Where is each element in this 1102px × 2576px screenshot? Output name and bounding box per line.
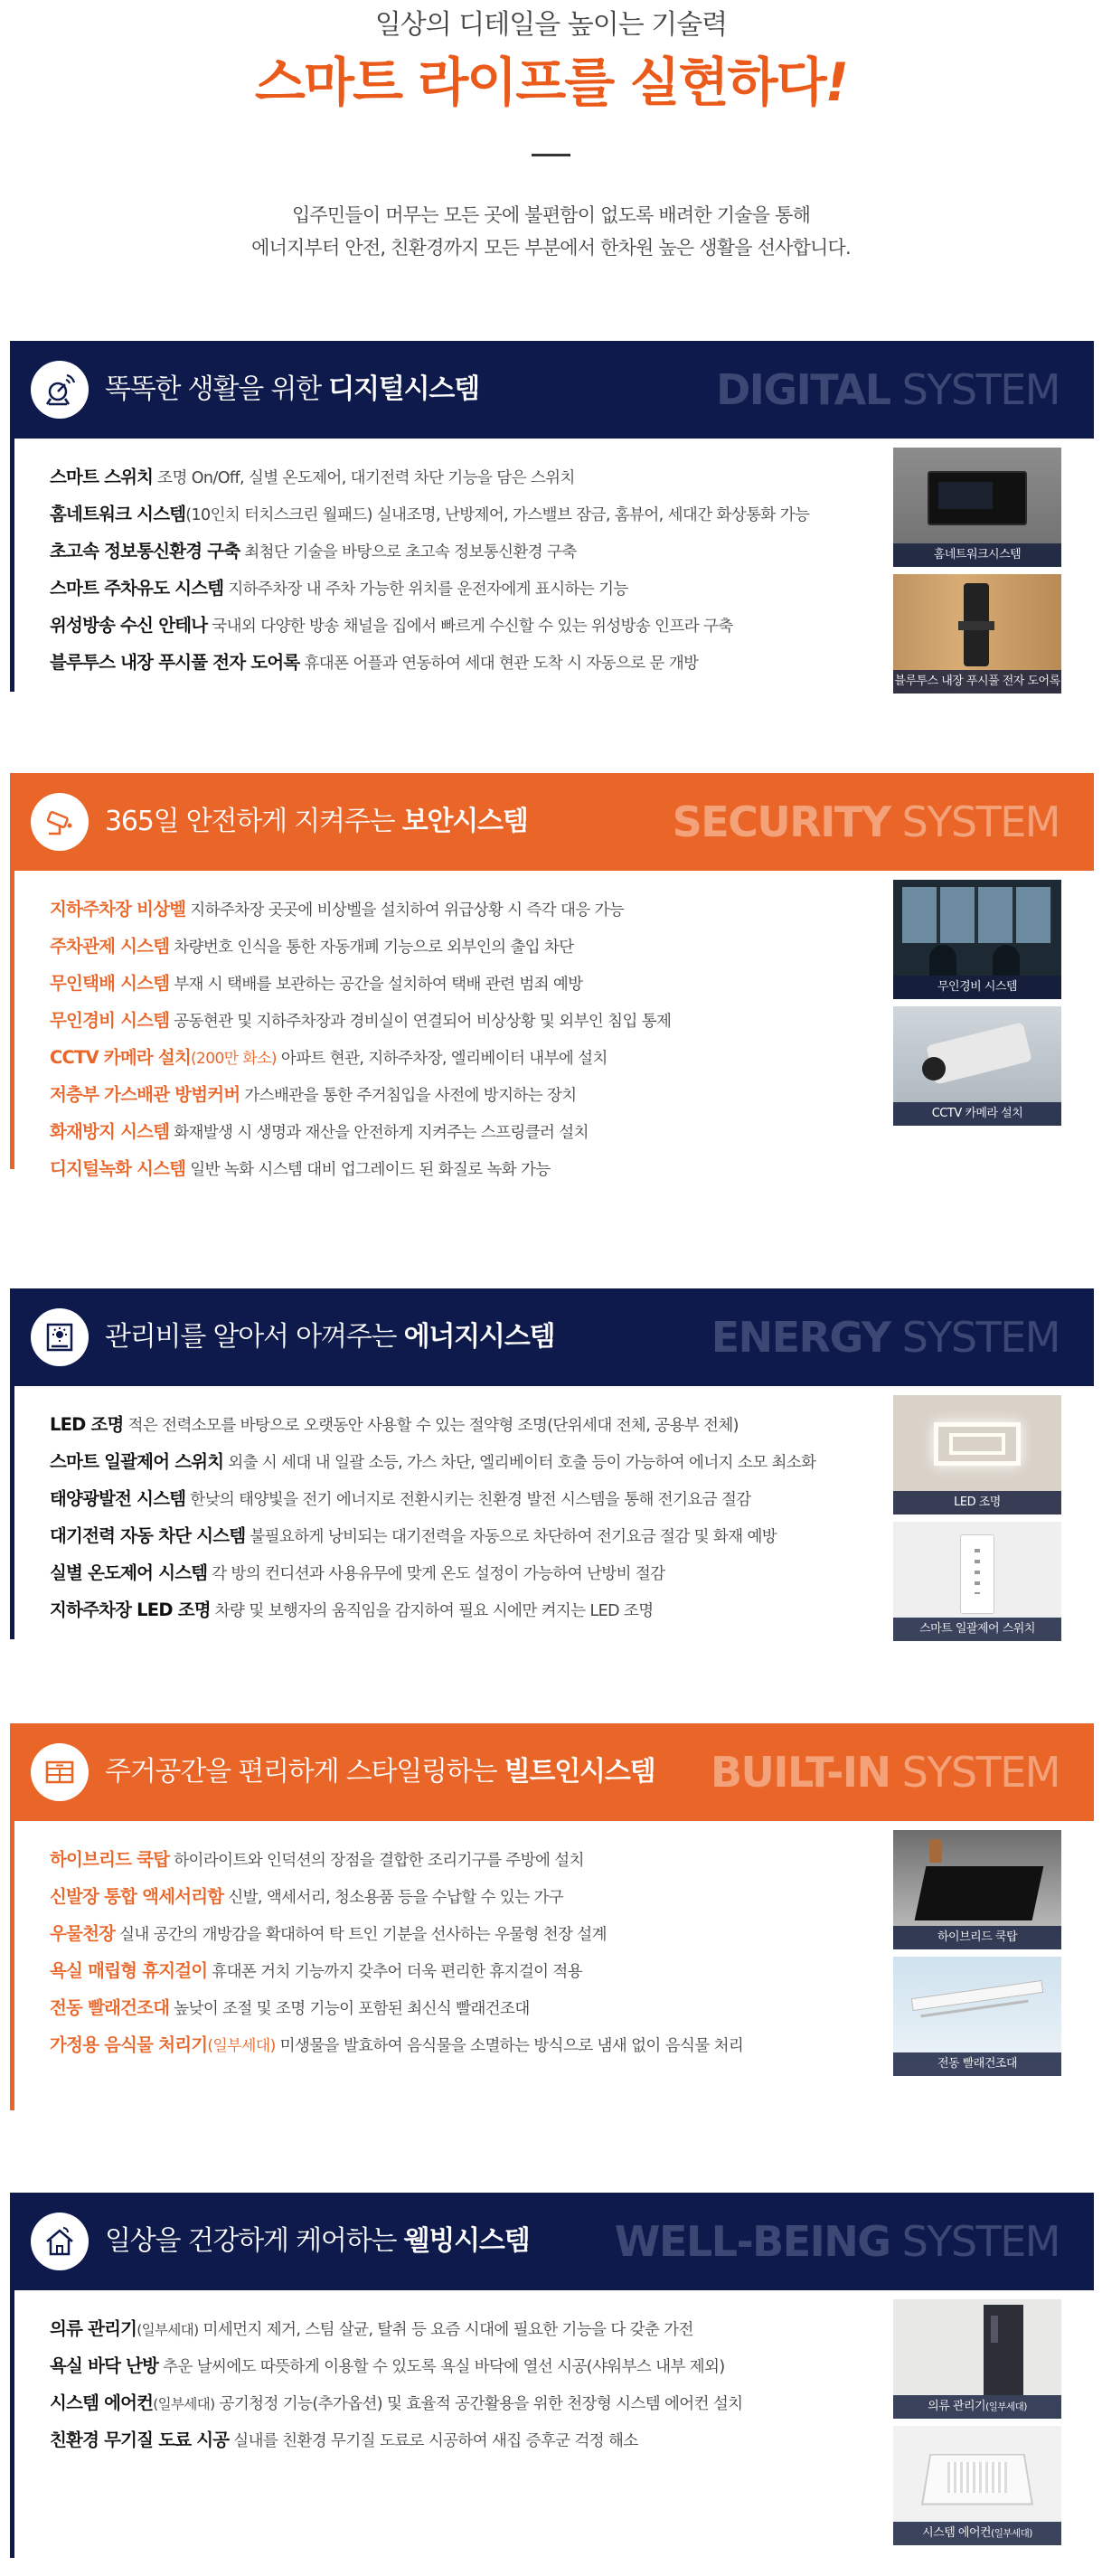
feature-name: 우물천장 xyxy=(50,1923,116,1944)
feature-photo-aircon xyxy=(893,2426,1061,2545)
feature-description: 가스배관을 통한 주거침입을 사전에 방지하는 장치 xyxy=(240,1087,577,1105)
photo-caption-text: 의류 관리기 xyxy=(928,2400,986,2413)
feature-item xyxy=(50,458,881,495)
feature-description: 외출 시 세대 내 일괄 소등, 가스 차단, 엘리베이터 호출 등이 가능하여 에너지 소모 최소화 xyxy=(223,1454,816,1472)
section-title xyxy=(105,1723,655,1821)
feature-item xyxy=(50,1150,881,1187)
section-english-bold: SECURITY xyxy=(672,797,890,846)
feature-name: 스마트 스위치 xyxy=(50,467,154,487)
section-body xyxy=(10,1821,1094,2128)
feature-description: 일반 녹화 시스템 대비 업그레이드 된 화질로 녹화 가능 xyxy=(185,1161,551,1179)
section-body xyxy=(10,1386,1094,1657)
section-english-title xyxy=(711,1723,1060,1821)
feature-item xyxy=(50,1443,881,1480)
feature-name: 저층부 가스배관 방범커버 xyxy=(50,1084,240,1105)
section-english-title xyxy=(716,341,1060,439)
feature-description: 하이라이트와 인덕션의 장점을 결합한 조리기구를 주방에 설치 xyxy=(169,1852,584,1870)
feature-item xyxy=(50,965,881,1002)
section-header xyxy=(10,773,1094,871)
feature-description: 높낮이 조절 및 조명 기능이 포함된 최신식 빨래건조대 xyxy=(169,2000,530,2018)
feature-item xyxy=(50,1952,881,1989)
section-english-bold: BUILT-IN xyxy=(710,1748,890,1797)
section-title-bold: 웰빙시스템 xyxy=(403,2225,530,2257)
section-title xyxy=(105,773,528,871)
feature-list xyxy=(50,1841,881,2063)
feature-item xyxy=(50,570,881,607)
feature-description: 차량번호 인식을 통한 자동개폐 기능으로 외부인의 출입 차단 xyxy=(169,939,574,957)
feature-item xyxy=(50,495,881,533)
section-english-light: SYSTEM xyxy=(890,1748,1060,1797)
feature-note: (200만 화소) xyxy=(190,1050,277,1068)
section-accent-bar xyxy=(10,871,14,1169)
feature-description: 불필요하게 낭비되는 대기전력을 자동으로 차단하여 전기요금 절감 및 화재 예방 xyxy=(245,1528,777,1546)
feature-item xyxy=(50,2421,881,2458)
feature-name: 신발장 통합 액세서리함 xyxy=(50,1886,224,1907)
feature-note: (일부세대) xyxy=(207,2037,276,2055)
feature-photo-doorlock xyxy=(893,574,1061,694)
feature-name: CCTV 카메라 설치 xyxy=(50,1047,191,1068)
feature-thumbnails xyxy=(893,448,1061,701)
feature-list xyxy=(50,2310,881,2458)
section-english-title xyxy=(711,1288,1060,1386)
feature-photo-monitoring xyxy=(893,880,1061,999)
section-title xyxy=(105,341,479,439)
section-title-pre: 똑똑한 생활을 위한 xyxy=(105,373,329,405)
section-body xyxy=(10,2290,1094,2576)
section-title-bold: 보안시스템 xyxy=(401,806,528,837)
feature-description: 최첨단 기술을 바탕으로 초고속 정보통신환경 구축 xyxy=(240,543,577,561)
photo-caption xyxy=(893,1618,1061,1641)
section-title-bold: 디지털시스템 xyxy=(328,373,479,405)
cabinet-icon xyxy=(31,1743,89,1801)
feature-thumbnails xyxy=(893,1395,1061,1648)
feature-description: 휴대폰 거치 기능까지 갖추어 더욱 편리한 휴지걸이 적용 xyxy=(207,1963,583,1981)
feature-item xyxy=(50,1002,881,1039)
feature-description: 휴대폰 어플과 연동하여 세대 현관 도착 시 자동으로 문 개방 xyxy=(299,655,699,673)
feature-thumbnails xyxy=(893,2299,1061,2552)
feature-item xyxy=(50,1480,881,1517)
feature-description: 적은 전력소모를 바탕으로 오랫동안 사용할 수 있는 절약형 조명(단위세대 전체, 공용부 전체) xyxy=(123,1417,739,1435)
feature-list xyxy=(50,891,881,1187)
feature-name: 가정용 음식물 처리기 xyxy=(50,2034,208,2055)
photo-caption-note: (일부세대) xyxy=(991,2528,1032,2539)
feature-name: 초고속 정보통신환경 구축 xyxy=(50,541,240,561)
photo-caption-text: CCTV 카메라 설치 xyxy=(931,1107,1023,1120)
section-english-title xyxy=(673,773,1060,871)
feature-photo-wallpad xyxy=(893,448,1061,567)
section-english-light: SYSTEM xyxy=(890,365,1060,414)
section-accent-bar xyxy=(10,1386,14,1639)
photo-caption xyxy=(893,1926,1061,1949)
feature-description: 차량 및 보행자의 움직임을 감지하여 필요 시에만 켜지는 LED 조명 xyxy=(210,1602,654,1620)
photo-caption-note: (일부세대) xyxy=(985,2401,1027,2412)
feature-item xyxy=(50,1591,881,1628)
feature-name: 의류 관리기 xyxy=(50,2318,137,2339)
feature-list xyxy=(50,458,881,681)
feature-description: 지하주차장 곳곳에 비상벨을 설치하여 위급상황 시 즉각 대응 가능 xyxy=(185,901,625,920)
feature-name: 태양광발전 시스템 xyxy=(50,1488,186,1509)
feature-name: 디지털녹화 시스템 xyxy=(50,1158,186,1179)
feature-item xyxy=(50,2384,881,2421)
feature-name: 전동 빨래건조대 xyxy=(50,1997,170,2018)
feature-item xyxy=(50,2026,881,2063)
satellite-icon xyxy=(31,361,89,419)
feature-name: 지하주차장 비상벨 xyxy=(50,899,186,920)
photo-caption xyxy=(893,2395,1061,2419)
photo-caption-text: 무인경비 시스템 xyxy=(937,980,1018,994)
section-english-light: SYSTEM xyxy=(890,1313,1060,1362)
feature-name: 스마트 주차유도 시스템 xyxy=(50,578,224,599)
hero-title-text: 스마트 라이프를 실현하다 xyxy=(254,52,825,113)
feature-name: 주차관제 시스템 xyxy=(50,936,170,957)
photo-caption-text: 홈네트워크시스템 xyxy=(933,548,1022,561)
photo-caption xyxy=(893,670,1061,694)
feature-name: 지하주차장 LED 조명 xyxy=(50,1599,211,1620)
feature-item xyxy=(50,644,881,681)
section-header xyxy=(10,341,1094,439)
section-body xyxy=(10,439,1094,710)
feature-description: 공동현관 및 지하주차장과 경비실이 연결되어 비상상황 및 외부인 침입 통제 xyxy=(169,1013,672,1031)
photo-caption-text: LED 조명 xyxy=(954,1496,1001,1509)
section-title-pre: 일상을 건강하게 케어하는 xyxy=(105,2225,404,2257)
section-header xyxy=(10,2193,1094,2290)
photo-caption xyxy=(893,1102,1061,1126)
feature-name-note: (일부세대) xyxy=(153,2396,215,2412)
feature-item xyxy=(50,1039,881,1076)
feature-item xyxy=(50,1915,881,1952)
section-title xyxy=(105,2193,530,2290)
section-body xyxy=(10,871,1094,1187)
section-english-bold: WELL-BEING xyxy=(614,2217,890,2266)
feature-list xyxy=(50,1406,881,1628)
feature-photo-led xyxy=(893,1395,1061,1514)
section-accent-bar xyxy=(10,2290,14,2558)
feature-description: 한낮의 태양빛을 전기 에너지로 전환시키는 친환경 발전 시스템을 통해 전기요금 절감 xyxy=(185,1491,751,1509)
feature-description: 국내외 다양한 방송 채널을 집에서 빠르게 수신할 수 있는 위성방송 인프라 구축 xyxy=(207,618,733,636)
feature-item xyxy=(50,1841,881,1878)
hero-desc-line-1: 입주민들이 머무는 모든 곳에 불편함이 없도록 배려한 기술을 통해 xyxy=(291,204,811,226)
photo-caption-text: 시스템 에어컨 xyxy=(922,2526,992,2540)
section-title-bold: 빌트인시스템 xyxy=(504,1756,655,1788)
feature-item xyxy=(50,1406,881,1443)
section-english-light: SYSTEM xyxy=(890,797,1060,846)
feature-description: 추운 날씨에도 따뜻하게 이용할 수 있도록 욕실 바닥에 열선 시공(샤워부스 내부 제외) xyxy=(158,2358,725,2376)
feature-photo-camera xyxy=(893,1006,1061,1126)
feature-description: 부재 시 택배를 보관하는 공간을 설치하여 택배 관련 범죄 예방 xyxy=(169,976,583,994)
section-title-pre: 관리비를 알아서 아껴주는 xyxy=(105,1321,404,1353)
energy-icon xyxy=(31,1308,89,1366)
feature-name: 욕실 매립형 휴지걸이 xyxy=(50,1960,208,1981)
feature-item xyxy=(50,607,881,644)
feature-name: LED 조명 xyxy=(50,1414,124,1435)
feature-item xyxy=(50,928,881,965)
feature-description: 조명 On/Off, 실별 온도제어, 대기전력 차단 기능을 담은 스위치 xyxy=(153,469,575,487)
feature-description: 실내를 친환경 무기질 도료로 시공하여 새집 증후군 걱정 해소 xyxy=(229,2432,638,2450)
photo-caption-text: 하이브리드 쿡탑 xyxy=(937,1930,1018,1944)
photo-caption-text: 블루투스 내장 푸시풀 전자 도어록 xyxy=(894,675,1060,688)
feature-photo-switch xyxy=(893,1522,1061,1641)
house-satellite-icon xyxy=(31,2213,89,2270)
feature-name-note: (일부세대) xyxy=(137,2322,199,2338)
feature-photo-dryer xyxy=(893,1957,1061,2076)
feature-name: 화재방지 시스템 xyxy=(50,1121,170,1142)
photo-caption-text: 전동 빨래건조대 xyxy=(937,2057,1018,2071)
section-header xyxy=(10,1288,1094,1386)
feature-name: 대기전력 자동 차단 시스템 xyxy=(50,1525,246,1546)
section-title-pre: 365일 안전하게 지켜주는 xyxy=(105,806,402,837)
feature-item xyxy=(50,533,881,570)
section-accent-bar xyxy=(10,1821,14,2110)
section-english-title xyxy=(615,2193,1060,2290)
feature-item xyxy=(50,1113,881,1150)
feature-item xyxy=(50,2310,881,2347)
hero-title xyxy=(0,40,1102,116)
feature-name: 무인경비 시스템 xyxy=(50,1010,170,1031)
hero-subtitle: 일상의 디테일을 높이는 기술력 xyxy=(374,9,728,41)
section-header xyxy=(10,1723,1094,1821)
section-title-pre: 주거공간을 편리하게 스타일링하는 xyxy=(105,1756,504,1788)
feature-description: 실내 공간의 개방감을 확대하여 탁 트인 기분을 선사하는 우물형 천장 설계 xyxy=(115,1926,607,1944)
feature-thumbnails xyxy=(893,1830,1061,2083)
hero-divider xyxy=(532,154,570,156)
feature-name: 블루투스 내장 푸시풀 전자 도어록 xyxy=(50,652,300,673)
photo-caption-text: 스마트 일괄제어 스위치 xyxy=(919,1622,1035,1636)
feature-name: 스마트 일괄제어 스위치 xyxy=(50,1451,224,1472)
photo-caption xyxy=(893,2052,1061,2076)
feature-item xyxy=(50,1878,881,1915)
feature-item xyxy=(50,1554,881,1591)
section-title xyxy=(105,1288,554,1386)
feature-description: 공기청정 기능(추가옵션) 및 효율적 공간활용을 위한 천장형 시스템 에어컨 설치 xyxy=(214,2395,743,2413)
feature-name: 욕실 바닥 난방 xyxy=(50,2355,159,2376)
feature-name: 위성방송 수신 안테나 xyxy=(50,615,208,636)
photo-caption xyxy=(893,2522,1061,2545)
section-english-light: SYSTEM xyxy=(890,2217,1060,2266)
photo-caption xyxy=(893,976,1061,999)
section-accent-bar xyxy=(10,439,14,692)
cctv-icon xyxy=(31,793,89,851)
feature-description: 아파트 현관, 지하주차장, 엘리베이터 내부에 설치 xyxy=(276,1050,608,1068)
feature-item xyxy=(50,2347,881,2384)
feature-description: 각 방의 컨디션과 사용유무에 맞게 온도 설정이 가능하여 난방비 절감 xyxy=(207,1565,665,1583)
feature-description: 미생물을 발효하여 음식물을 소멸하는 방식으로 냄새 없이 음식물 처리 xyxy=(275,2037,744,2055)
feature-item xyxy=(50,891,881,928)
feature-name: 홈네트워크 시스템 xyxy=(50,504,186,524)
feature-item xyxy=(50,1989,881,2026)
feature-name: 하이브리드 쿡탑 xyxy=(50,1849,170,1870)
hero-desc-line-2: 에너지부터 안전, 친환경까지 모든 부분에서 한차원 높은 생활을 선사합니다. xyxy=(251,237,851,259)
feature-photo-styler xyxy=(893,2299,1061,2419)
feature-photo-cooktop xyxy=(893,1830,1061,1949)
feature-description: 지하주차장 내 주차 가능한 위치를 운전자에게 표시하는 기능 xyxy=(223,580,628,599)
feature-description: 신발, 액세서리, 청소용품 등을 수납할 수 있는 가구 xyxy=(223,1889,564,1907)
section-title-bold: 에너지시스템 xyxy=(403,1321,555,1353)
photo-caption xyxy=(893,543,1061,567)
feature-description: 미세먼지 제거, 스팀 살균, 탈취 등 요즘 시대에 필요한 기능을 다 갖춘 가전 xyxy=(198,2321,693,2339)
photo-caption xyxy=(893,1491,1061,1514)
section-english-bold: ENERGY xyxy=(711,1313,890,1362)
hero-description xyxy=(0,199,1102,264)
feature-description: (10인치 터치스크린 월패드) 실내조명, 난방제어, 가스밸브 잠금, 홈뷰어, 세대간 화상통화 가능 xyxy=(185,506,810,524)
feature-item xyxy=(50,1076,881,1113)
feature-name: 친환경 무기질 도료 시공 xyxy=(50,2430,230,2450)
feature-thumbnails xyxy=(893,880,1061,1133)
feature-name: 실별 온도제어 시스템 xyxy=(50,1562,208,1583)
feature-name: 무인택배 시스템 xyxy=(50,973,170,994)
hero-title-mark: ! xyxy=(824,52,848,113)
feature-description: 화재발생 시 생명과 재산을 안전하게 지켜주는 스프링클러 설치 xyxy=(169,1124,589,1142)
feature-item xyxy=(50,1517,881,1554)
feature-name: 시스템 에어컨 xyxy=(50,2392,154,2413)
section-english-bold: DIGITAL xyxy=(716,365,890,414)
